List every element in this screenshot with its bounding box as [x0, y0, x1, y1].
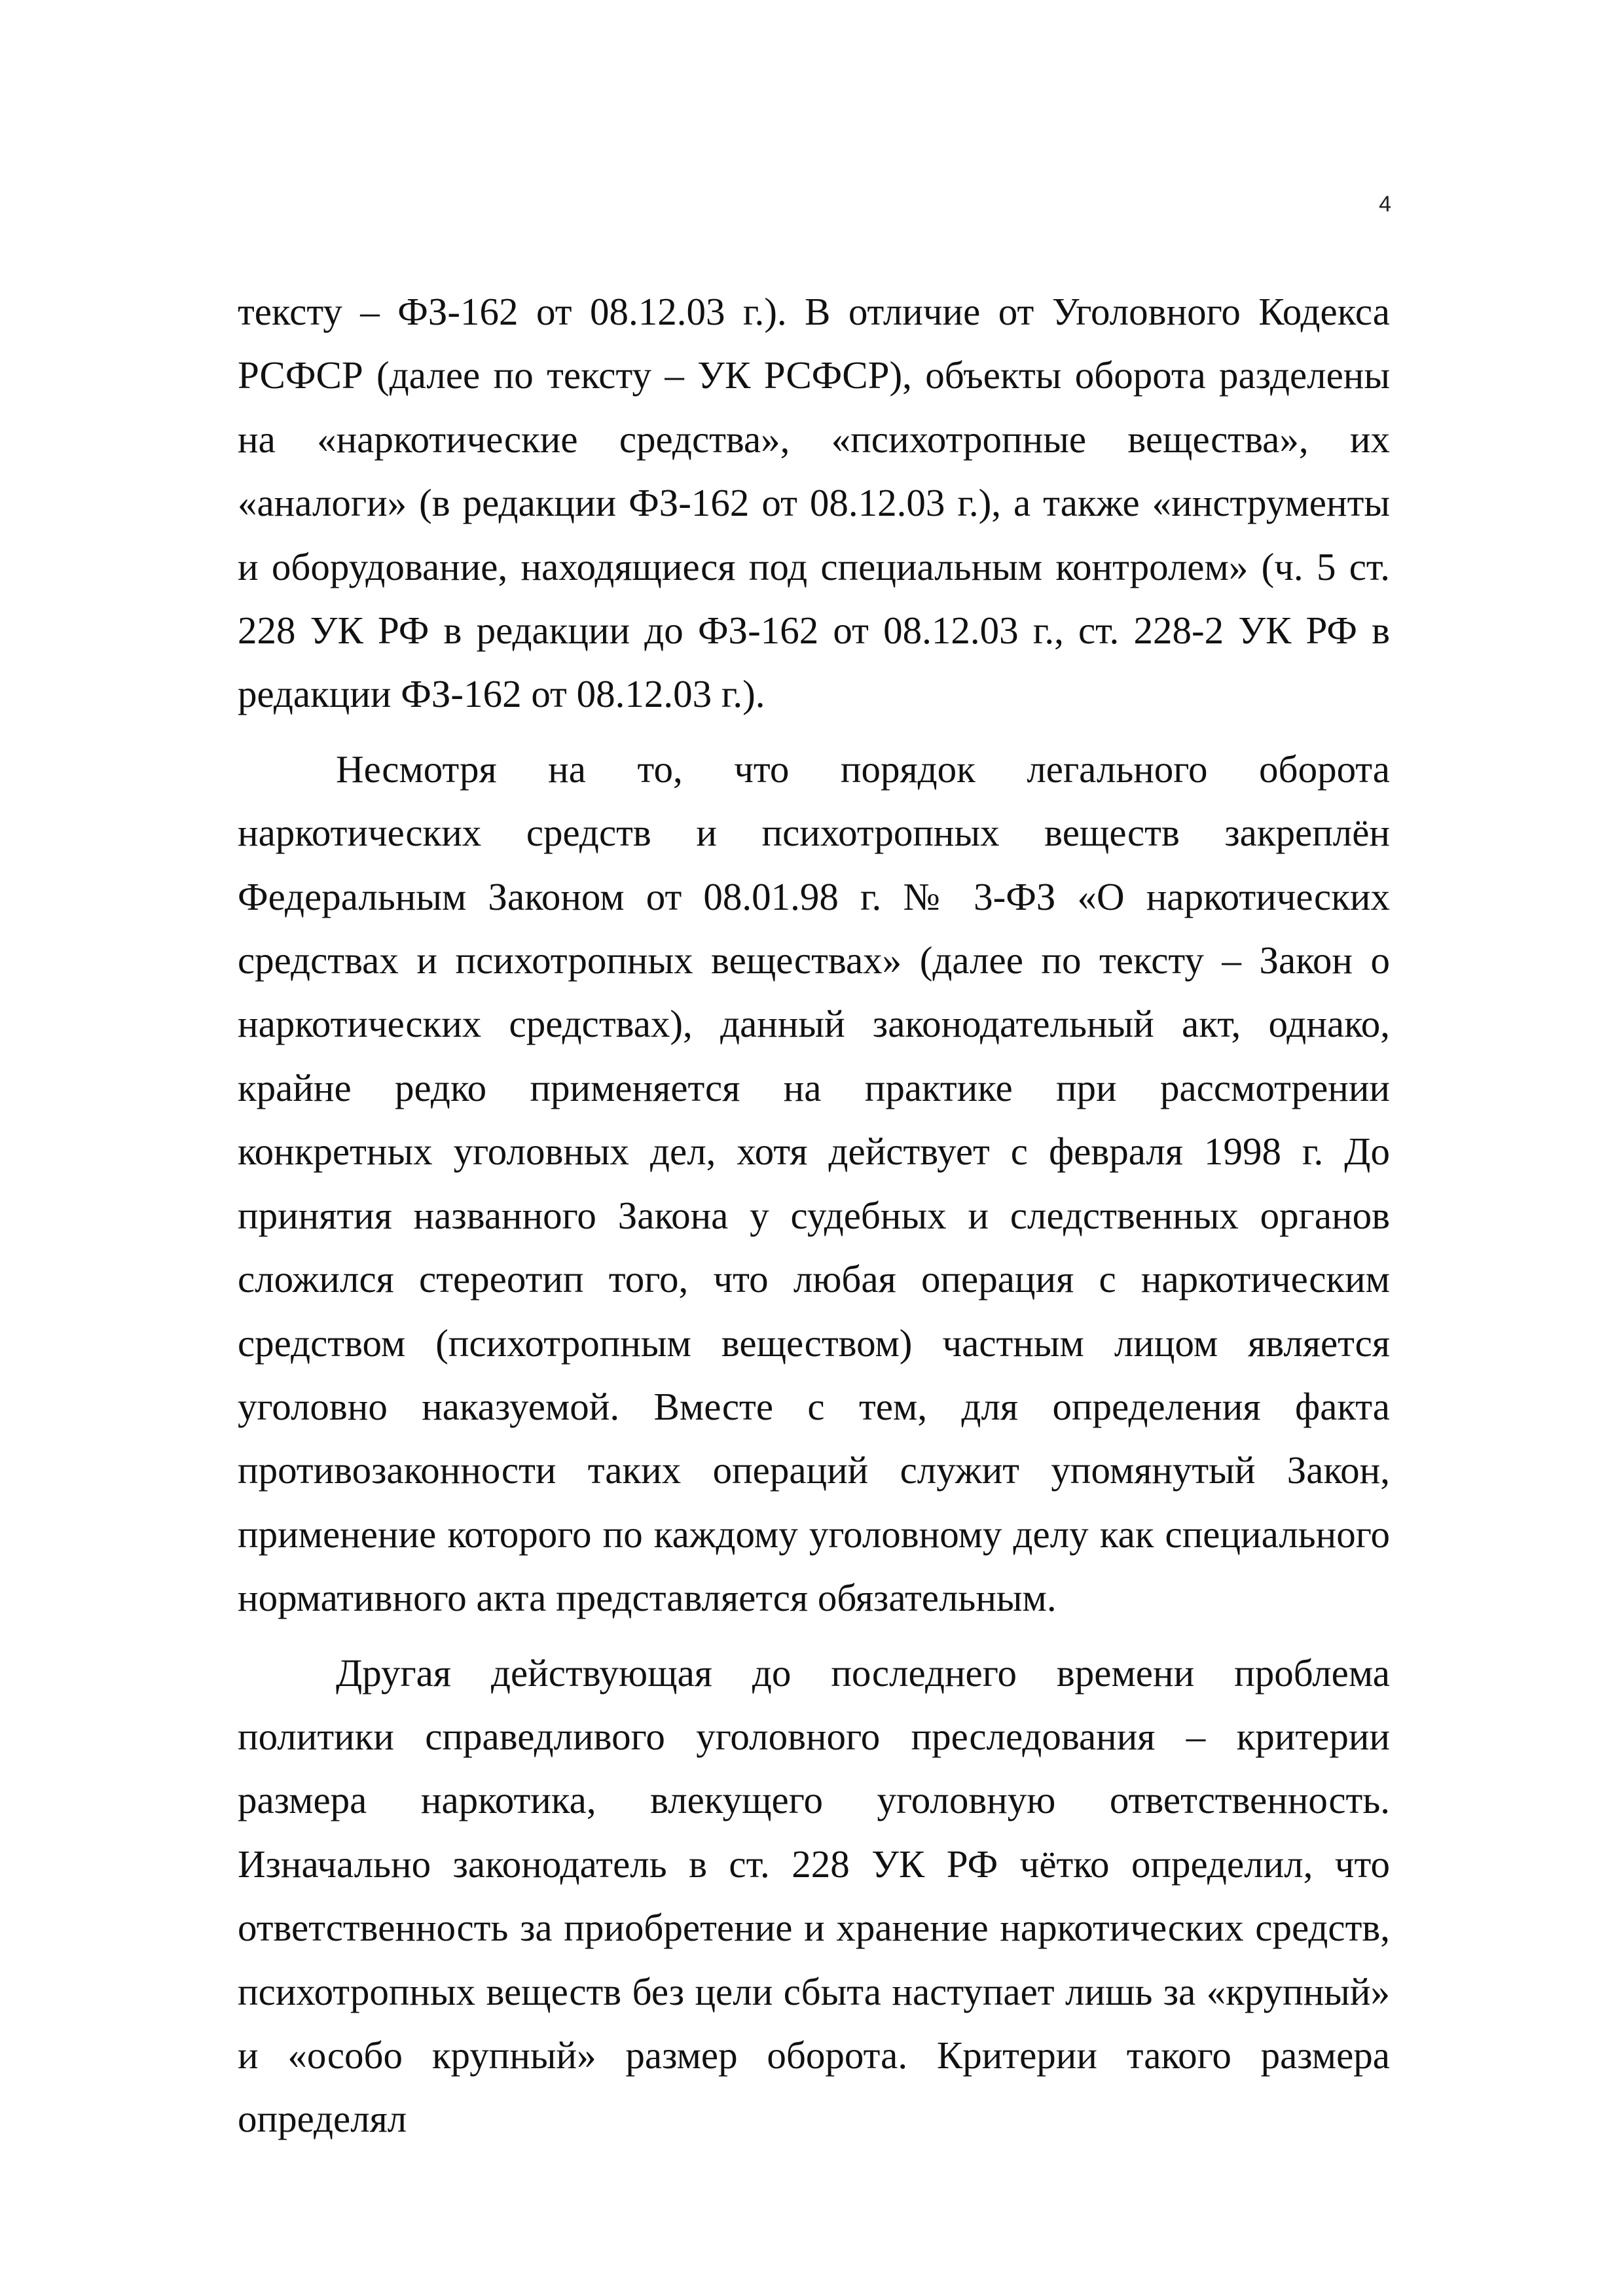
- text-body: [238, 280, 1390, 2151]
- paragraph-3: Другая действующая до последнего времени проблема политики справедливого уголовного преследования – критерии размера наркотика, влекущего уголовную ответственность. Изначально законодатель в ст. 228 УК РФ чётко определил, что ответственность за приобретение и хранение наркотических средств, психотропных веществ без цели сбыта наступает лишь за «крупный» и «особо крупный» размер оборота. Критерии такого размера определял: [238, 1651, 1390, 2141]
- paragraph-1: тексту – ФЗ-162 от 08.12.03 г.). В отличие от Уголовного Кодекса РСФСР (далее по тексту – УК РСФСР), объекты оборота разделены на «наркотические средства», «психотропные вещества», их «аналоги» (в редакции ФЗ-162 от 08.12.03 г.), а также «инструменты и оборудование, находящиеся под специальным контролем» (ч. 5 ст. 228 УК РФ в редакции до ФЗ-162 от 08.12.03 г., ст. 228-2 УК РФ в редакции ФЗ-162 от 08.12.03 г.).: [238, 290, 1390, 716]
- paragraph-2: Несмотря на то, что порядок легального оборота наркотических средств и психотропных веществ закреплён Федеральным Законом от 08.01.98 г. № 3-ФЗ «О наркотических средствах и психотропных веществах» (далее по тексту – Закон о наркотических средствах), данный законодательный акт, однако, крайне редко применяется на практике при рассмотрении конкретных уголовных дел, хотя действует с февраля 1998 г. До принятия названного Закона у судебных и следственных органов сложился стереотип того, что любая операция с наркотическим средством (психотропным веществом) частным лицом является уголовно наказуемой. Вместе с тем, для определения факта противозаконности таких операций служит упомянутый Закон, применение которого по каждому уголовному делу как специального нормативного акта представляется обязательным.: [238, 747, 1390, 1620]
- page-number: 4: [1379, 192, 1391, 217]
